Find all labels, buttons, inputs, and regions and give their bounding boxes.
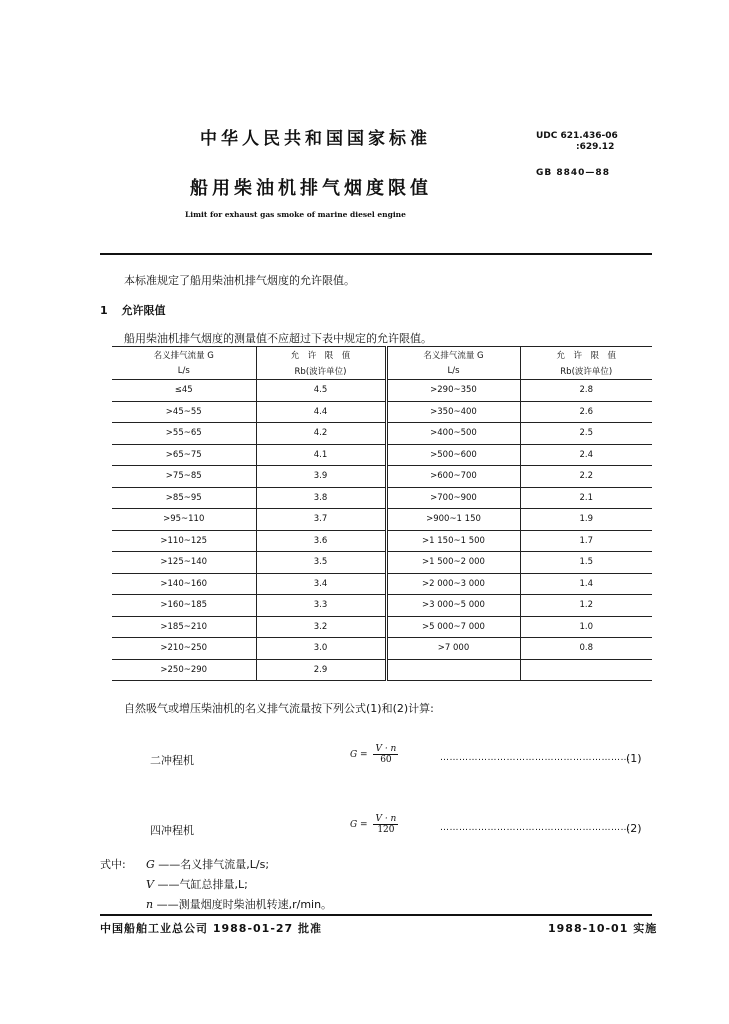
section-heading [100,302,166,318]
formula-2-lhs: G = [350,820,368,830]
section-number: 1 [100,304,108,317]
cell-limit-right: 2.5 [520,423,652,445]
cell-limit-left: 3.9 [256,466,386,488]
cell-flow-left: >160~185 [112,595,256,617]
where-item-n [146,896,332,912]
table-row [112,466,652,488]
cell-flow-right: >3 000~5 000 [386,595,520,617]
cell-flow-left: >65~75 [112,444,256,466]
cell-limit-left: 3.7 [256,509,386,531]
cell-limit-right: 2.8 [520,380,652,402]
table-row [112,423,652,445]
table-row [112,595,652,617]
cell-flow-left: >125~140 [112,552,256,574]
table-row [112,487,652,509]
cell-flow-right: >500~600 [386,444,520,466]
cell-limit-right: 1.0 [520,616,652,638]
formula-2-number: (2) [626,822,642,835]
cell-limit-right: 2.1 [520,487,652,509]
udc-line-1: UDC 621.436-06 [536,131,618,141]
cell-flow-right: >1 500~2 000 [386,552,520,574]
cell-limit-left: 2.9 [256,659,386,681]
header-limit-right: 允 许 限 值 [520,347,652,364]
where-symbol-n: n [146,898,154,911]
header-divider [100,253,652,255]
cell-limit-right: 2.2 [520,466,652,488]
cell-limit-right: 1.9 [520,509,652,531]
section-paragraph: 船用柴油机排气烟度的测量值不应超过下表中规定的允许限值。 [124,332,432,345]
table-row [112,638,652,660]
cell-limit-right: 1.7 [520,530,652,552]
header-flow-right: 名义排气流量 G [386,347,520,364]
cell-flow-right: >900~1 150 [386,509,520,531]
table-header-row [112,347,652,364]
cell-flow-right: >350~400 [386,401,520,423]
cell-limit-left: 4.2 [256,423,386,445]
cell-flow-left: ≤45 [112,380,256,402]
cell-flow-left: >140~160 [112,573,256,595]
formula-2 [350,814,398,835]
table-unit-row [112,363,652,380]
cell-flow-right: >600~700 [386,466,520,488]
cell-limit-left: 3.2 [256,616,386,638]
cell-limit-right: 2.4 [520,444,652,466]
unit-limit-left: Rb(波许单位) [256,363,386,380]
cell-limit-left: 3.0 [256,638,386,660]
unit-flow-left: L/s [112,363,256,380]
cell-flow-left: >250~290 [112,659,256,681]
unit-flow-right: L/s [386,363,520,380]
cell-flow-left: >75~85 [112,466,256,488]
standard-title: 中华人民共和国国家标准 [200,129,431,149]
table-row [112,659,652,681]
cell-limit-right: 2.6 [520,401,652,423]
cell-limit-right [520,659,652,681]
formula-intro: 自然吸气或增压柴油机的名义排气流量按下列公式(1)和(2)计算: [124,702,434,715]
cell-flow-left: >185~210 [112,616,256,638]
where-desc-n: ——测量烟度时柴油机转速,r/min。 [156,898,333,911]
where-symbol-g: G [146,858,155,871]
formula-2-fraction [373,814,398,835]
cell-limit-left: 3.5 [256,552,386,574]
cell-limit-left: 3.8 [256,487,386,509]
where-prefix: 式中: [100,858,126,871]
where-desc-v: ——气缸总排量,L; [157,878,248,891]
effective-date: 1988-10-01 实施 [548,922,658,935]
intro-paragraph: 本标准规定了船用柴油机排气烟度的允许限值。 [124,274,355,287]
formula-1-numerator: V · n [375,744,397,754]
smoke-limit-table [112,346,652,681]
where-item-g [146,856,269,872]
table-row [112,444,652,466]
cell-flow-left: >110~125 [112,530,256,552]
formula-2-label: 四冲程机 [150,824,194,837]
section-title: 允许限值 [121,304,166,317]
cell-flow-right: >700~900 [386,487,520,509]
cell-flow-left: >45~55 [112,401,256,423]
cell-limit-right: 0.8 [520,638,652,660]
document-title: 船用柴油机排气烟度限值 [190,178,432,199]
table-row [112,552,652,574]
cell-limit-right: 1.4 [520,573,652,595]
formula-2-leader: …………………………………………………… [440,823,630,833]
cell-limit-left: 3.4 [256,573,386,595]
cell-flow-right [386,659,520,681]
table-row [112,616,652,638]
document-title-english: Limit for exhaust gas smoke of marine diesel engine [185,210,406,219]
cell-flow-left: >210~250 [112,638,256,660]
cell-limit-left: 4.5 [256,380,386,402]
cell-flow-right: >5 000~7 000 [386,616,520,638]
where-item-v [146,876,248,892]
table-row [112,380,652,402]
formula-1-leader: …………………………………………………… [440,753,630,763]
header-limit-left: 允 许 限 值 [256,347,386,364]
udc-code [536,131,618,153]
cell-flow-right: >7 000 [386,638,520,660]
cell-limit-right: 1.2 [520,595,652,617]
formula-1-lhs: G = [350,750,368,760]
formula-1-denominator: 60 [380,755,392,765]
footer-divider [100,914,652,916]
cell-flow-right: >400~500 [386,423,520,445]
cell-flow-right: >1 150~1 500 [386,530,520,552]
where-symbol-v: V [146,878,154,891]
formula-1-fraction [373,744,398,765]
cell-limit-left: 3.6 [256,530,386,552]
udc-line-2: :629.12 [576,142,615,152]
cell-flow-left: >85~95 [112,487,256,509]
where-desc-g: ——名义排气流量,L/s; [158,858,270,871]
cell-flow-left: >95~110 [112,509,256,531]
gb-number: GB 8840—88 [536,168,610,178]
table-row [112,530,652,552]
cell-flow-right: >2 000~3 000 [386,573,520,595]
cell-limit-left: 4.4 [256,401,386,423]
cell-limit-left: 4.1 [256,444,386,466]
approval-text: 中国船舶工业总公司 1988-01-27 批准 [100,922,323,935]
table-row [112,509,652,531]
formula-1-label: 二冲程机 [150,754,194,767]
formula-1 [350,744,398,765]
table-row [112,573,652,595]
formula-1-number: (1) [626,752,642,765]
cell-limit-right: 1.5 [520,552,652,574]
header-flow-left: 名义排气流量 G [112,347,256,364]
cell-flow-right: >290~350 [386,380,520,402]
formula-2-denominator: 120 [377,825,395,835]
cell-flow-left: >55~65 [112,423,256,445]
formula-2-numerator: V · n [375,814,397,824]
cell-limit-left: 3.3 [256,595,386,617]
table-row [112,401,652,423]
unit-limit-right: Rb(波许单位) [520,363,652,380]
table-body [112,380,652,681]
